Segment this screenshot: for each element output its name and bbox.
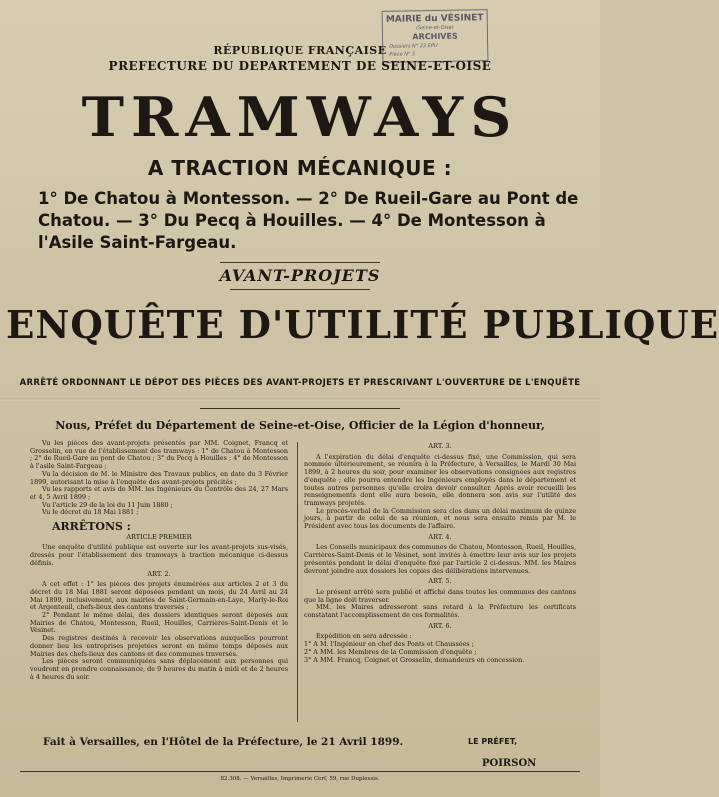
article-text: Le présent arrêté sera publié et affiché dans toutes les communes des cantons que la ligne doit traverser. [304, 587, 576, 604]
article-text: A cet effet : 1° les pièces des projets énumérées aux articles 2 et 3 du décret du 18 Mai 1881 seront déposées pendant un mois, du 24 Avril au 24 Mai 1899, inclusivement, aux mairies de Saint-Germain-en-Laye, Marly-le-Roi et Argenteuil, chefs-lieux des cantons traversés ; [30, 580, 288, 612]
column-divider [297, 442, 298, 722]
article-title: ART. 4. [428, 532, 452, 541]
article-text: Le procès-verbal de la Commission sera clos dans un délai maximum de quinze jours, à partir de celui de sa réunion, et nous sera ensuite remis par M. le Président avec tous les documents de l'affaire. [304, 506, 576, 531]
paper-fold [0, 398, 600, 401]
article-text: Des registres destinés à recevoir les observations auxquelles pourront donner lieu les entreprises projetées seront en même temps déposés aux Mairies des chefs-lieux des cantons et des communes traversés. [30, 634, 288, 658]
vu-paragraph: Vu le décret du 18 Mai 1881 ; [42, 508, 139, 517]
article-text: A l'expiration du délai d'enquête ci-dessus fixé, une Commission, qui sera nommée ultérieurement, se réunira à la Préfecture, à Versailles, le Mardi 30 Mai 1899, à 2 heures du soir, pour examiner les observations consignées aux registres d'enquête ; elle pourra entendre les Ingénieurs employés dans le département et toutes autres personnes qu'elle croira devoir consulter. Après avoir recueilli les renseignements dont elle aura besoin, elle donnera son avis sur l'utilité des tramways projetés. [304, 452, 576, 507]
fait-line: Fait à Versailles, en l'Hôtel de la Préfecture, le 21 Avril 1899. [43, 736, 404, 748]
divider-top [220, 262, 380, 263]
stamp-archives: ARCHIVES [412, 31, 458, 42]
republique-heading: RÉPUBLIQUE FRANÇAISE [213, 44, 387, 57]
article-title: ART. 2. [147, 569, 171, 578]
nous-line: Nous, Préfet du Département de Seine-et-Oise, Officier de la Légion d'honneur, [55, 419, 545, 432]
vu-paragraph: Vu l'article 29 de la loi du 11 Juin 1880 ; [42, 500, 173, 509]
article-text: Une enquête d'utilité publique est ouverte sur les avant-projets sus-visés, dressés pour l'établissement des tramways à traction mécanique ci-dessus définis. [30, 543, 288, 567]
article-title: ARTICLE PREMIER [126, 532, 192, 541]
main-title: TRAMWAYS [81, 85, 519, 150]
left-column [30, 440, 288, 681]
arrete-subheading: ARRÊTÉ ORDONNANT LE DÉPOT DES PIÈCES DES AVANT-PROJETS ET PRESCRIVANT L'OUVERTURE DE L'ENQUÊTE [19, 378, 581, 388]
stamp-title: MAIRIE du VÉSINET [385, 13, 484, 25]
subtitle: A TRACTION MÉCANIQUE : [147, 156, 453, 180]
prefecture-heading: PREFECTURE DU DEPARTEMENT DE SEINE-ET-OISE [108, 59, 492, 73]
right-column [304, 440, 576, 664]
article-text: 1° A M. l'Ingénieur en chef des Ponts et Chaussées ; [304, 640, 474, 649]
avant-projets-heading: AVANT-PROJETS [219, 266, 381, 285]
vu-paragraph: Vu les pièces des avant-projets présentés par MM. Coignet, Francq et Grosselin, en vue de l'établissement des tramways : 1° de Chatou à Montesson ; 2° de Rueil-Gare au pont de Chatou ; 3° du Pecq à Houilles ; 4° de Montesson à l'asile Saint-Fargeau ; [30, 439, 288, 471]
divider-mid [230, 289, 370, 290]
vu-paragraph: Vu les rapports et avis de MM. les Ingénieurs du Contrôle des 24, 27 Mars et 4, 5 Avril 1899 ; [30, 485, 288, 501]
stamp-subtitle: (Seine-et-Oise) [416, 24, 454, 32]
prefet-label: LE PRÉFET, [468, 737, 518, 746]
article-title: ART. 3. [428, 442, 452, 450]
article-text: MM. les Maires adresseront sans retard à la Préfecture les certificats constatant l'accomplissement de ces formalités. [304, 603, 576, 620]
signature-name: POIRSON [482, 758, 537, 769]
printer-line: 82.308. — Versailles, Imprimerie Cerf, 59, rue Duplessis. [220, 776, 380, 782]
arretons-heading: ARRÊTONS : [52, 520, 131, 534]
article-text: Les pièces seront communiquées sans déplacement aux personnes qui voudront en prendre connaissance, de 9 heures du matin à midi et de 2 heures à 4 heures du soir. [30, 657, 288, 681]
stamp-dossier: Dossiers N° 23 EPU [389, 42, 438, 50]
stamp-piece: Pièce N° 5 [389, 51, 416, 58]
article-text: 2° A MM. les Membres de la Commission d'enquête ; [304, 647, 477, 656]
footer-rule [20, 771, 580, 772]
article-text: Expédition en sera adressée : [316, 632, 412, 641]
enquete-heading: ENQUÊTE D'UTILITÉ PUBLIQUE [6, 302, 719, 347]
vu-paragraph: Vu la décision de M. le Ministre des Travaux publics, en date du 3 Février 1899, autorisant la mise à l'enquête des avant-projets précités ; [30, 469, 288, 486]
divider-lower [200, 408, 400, 409]
tramway-lines: 1° De Chatou à Montesson. — 2° De Rueil-Gare au Pont de Chatou. — 3° Du Pecq à Houilles. — 4° De Montesson à l'Asile Saint-Fargeau. [38, 189, 579, 252]
article-text: 2° Pendant le même délai, des dossiers identiques seront déposés aux Mairies de Chatou, Montesson, Rueil, Houilles, Carrières-Saint-Denis et le Vésinet. [30, 611, 288, 635]
article-text: Les Conseils municipaux des communes de Chatou, Montesson, Rueil, Houilles, Carrières-Saint-Denis et le Vésinet, sont invités à émettre leur avis sur les projets présentés pendant le délai d'enquête fixé par l'article 2 ci-dessus. MM. les Maires devront joindre aux dossiers les copies des délibérations intervenues. [304, 543, 576, 575]
article-title: ART. 5. [428, 577, 452, 586]
article-title: ART. 6. [428, 621, 452, 630]
article-text: 3° A MM. Francq, Coignet et Grosselin, demandeurs en concession. [304, 655, 525, 664]
